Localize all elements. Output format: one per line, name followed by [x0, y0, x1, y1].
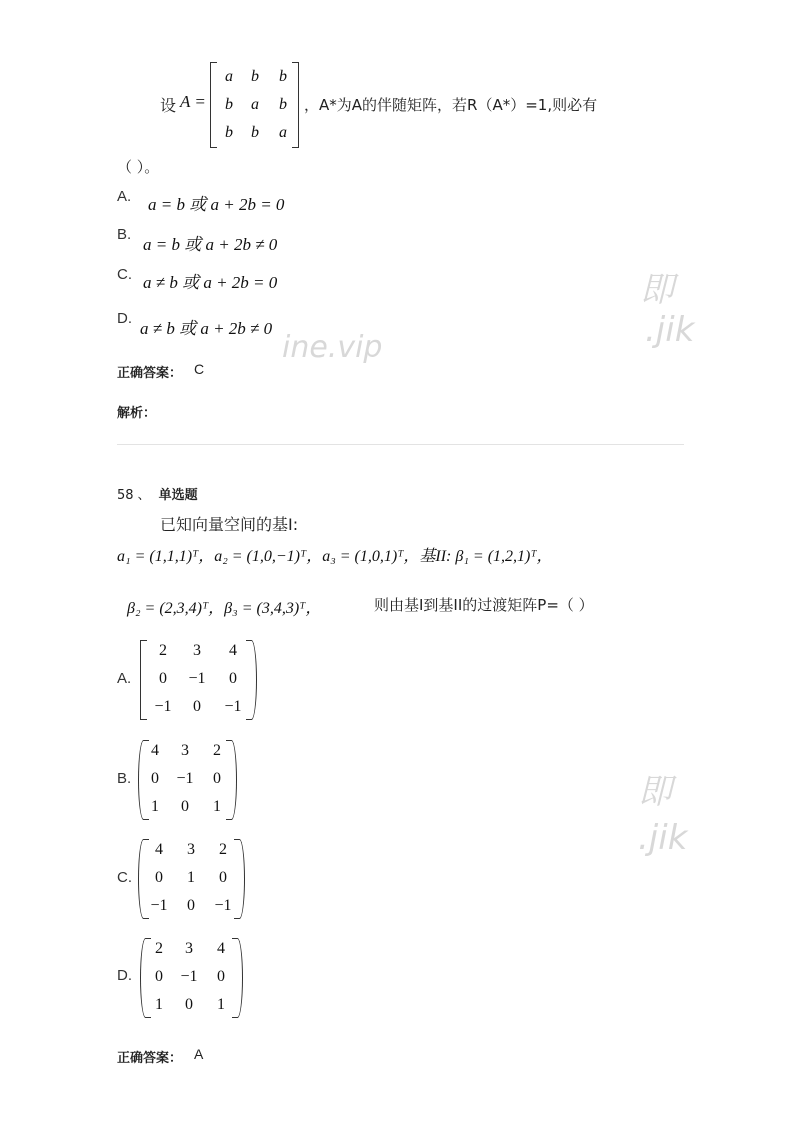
- question-divider: [117, 444, 684, 445]
- q58-line2-text: 则由基I到基II的过渡矩阵P=（ ）: [374, 596, 594, 614]
- q58-header: [117, 484, 198, 503]
- q58-option-a-label[interactable]: A.: [117, 670, 132, 687]
- q57-lead: 设: [160, 96, 177, 115]
- q57-answer-value: C: [194, 361, 205, 377]
- watermark: .jik: [638, 818, 688, 858]
- watermark: ine.vip: [282, 330, 383, 365]
- q58-option-d-matrix: 2 3 4 0 −1 0 1 0 1: [140, 936, 244, 1020]
- q57-answer-label: 正确答案：: [117, 366, 183, 381]
- q58-answer-label: 正确答案：: [117, 1051, 183, 1066]
- q57-blank: （ ）。: [117, 158, 160, 176]
- q58-option-c-matrix: 4 3 2 0 1 0 −1 0 −1: [138, 837, 246, 921]
- q57-option-d-text: a ≠ b 或 a + 2b ≠ 0: [140, 319, 273, 338]
- q58-option-c-label[interactable]: C.: [117, 869, 132, 886]
- q58-number: 58: [117, 488, 134, 503]
- watermark: .jik: [645, 310, 695, 350]
- q57-matrix: a b b b a b b b a: [210, 62, 300, 148]
- q58-line2: β₂ = (2,3,4)ᵀ，β₃ = (3,4,3)ᵀ，: [127, 600, 322, 617]
- q58-line1: a₁ = (1,1,1)ᵀ，a₂ = (1,0,−1)ᵀ，a₃ = (1,0,1)ᵀ，基II: β₁ = (1,2,1)ᵀ，: [117, 548, 553, 565]
- q57-option-d-label[interactable]: D.: [117, 310, 132, 327]
- q58-sep: 、: [137, 488, 151, 503]
- q57-option-c-text: a ≠ b 或 a + 2b = 0: [143, 273, 278, 292]
- q58-option-b-matrix: 4 3 2 0 −1 0 1 0 1: [138, 738, 238, 822]
- q57-stem-tail: ，A*为A的伴随矩阵，若R（A*）=1,则必有: [304, 96, 598, 114]
- q57-option-a-text: a = b 或 a + 2b = 0: [148, 195, 285, 214]
- q57-option-b-label[interactable]: B.: [117, 226, 132, 243]
- q57-matrix-var: A =: [180, 92, 206, 111]
- q57-option-c-label[interactable]: C.: [117, 266, 132, 283]
- q58-type: 单选题: [158, 488, 198, 503]
- q58-answer-value: A: [194, 1046, 204, 1062]
- q58-option-a-matrix: 2 3 4 0 −1 0 −1 0 −1: [140, 638, 258, 722]
- q58-option-d-label[interactable]: D.: [117, 967, 132, 984]
- watermark: 即: [638, 772, 672, 812]
- watermark: 即: [640, 270, 674, 310]
- q57-analysis-label: 解析：: [117, 406, 157, 421]
- q58-intro: 已知向量空间的基I:: [160, 515, 299, 534]
- q58-option-b-label[interactable]: B.: [117, 770, 132, 787]
- q57-option-a-label[interactable]: A.: [117, 188, 132, 205]
- q57-option-b-text: a = b 或 a + 2b ≠ 0: [143, 235, 278, 254]
